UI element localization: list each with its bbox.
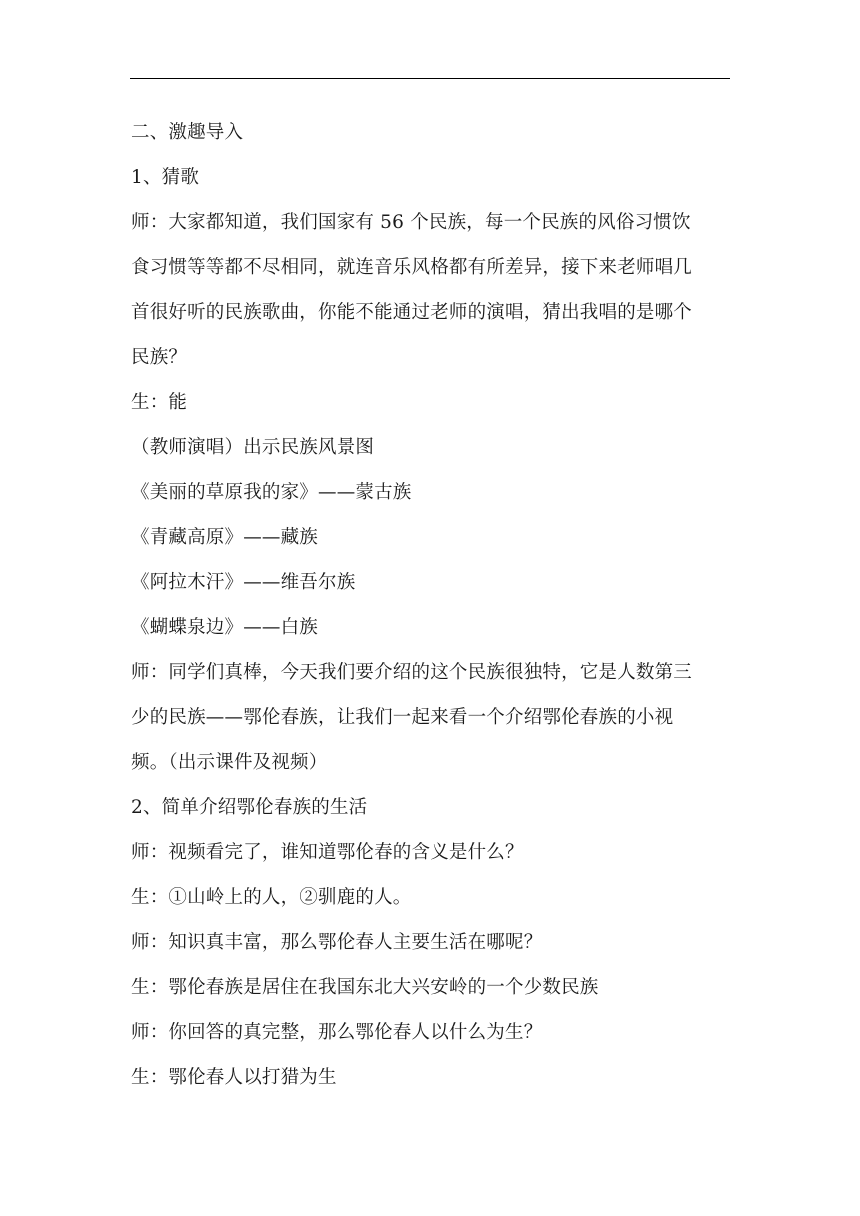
stage-direction: （教师演唱）出示民族风景图 [131,437,375,458]
text-line: 频。（出示课件及视频） [131,752,328,773]
document-body [131,110,731,1100]
teacher-question: 师：你回答的真完整，那么鄂伦春人以什么为生？ [131,1022,543,1043]
header-rule [130,78,730,79]
text-line: 师：大家都知道，我们国家有 56 个民族，每一个民族的风俗习惯饮 [131,212,691,233]
song-item: 《蝴蝶泉边》——白族 [131,617,319,638]
paragraph-teacher-praise [131,650,731,785]
paragraph-teacher-intro [131,200,731,380]
student-reply: 生：鄂伦春族是居住在我国东北大兴安岭的一个少数民族 [131,977,599,998]
student-reply: 生：①山岭上的人，②驯鹿的人。 [131,887,412,908]
text-line: 首很好听的民族歌曲，你能不能通过老师的演唱，猜出我唱的是哪个 [131,302,693,323]
subsection-heading: 1、猜歌 [131,167,200,188]
song-item: 《美丽的草原我的家》——蒙古族 [131,482,412,503]
text-line: 少的民族——鄂伦春族，让我们一起来看一个介绍鄂伦春族的小视 [131,707,674,728]
section-heading: 二、激趣导入 [131,122,244,143]
teacher-question: 师：知识真丰富，那么鄂伦春人主要生活在哪呢？ [131,932,543,953]
song-item: 《青藏高原》——藏族 [131,527,319,548]
text-line: 师：同学们真棒，今天我们要介绍的这个民族很独特，它是人数第三 [131,662,693,683]
subsection-heading: 2、简单介绍鄂伦春族的生活 [131,797,368,818]
student-reply: 生：鄂伦春人以打猎为生 [131,1067,337,1088]
text-line: 食习惯等等都不尽相同，就连音乐风格都有所差异，接下来老师唱几 [131,257,693,278]
student-reply: 生：能 [131,392,188,413]
song-item: 《阿拉木汗》——维吾尔族 [131,572,356,593]
text-line: 民族？ [131,347,188,368]
teacher-question: 师：视频看完了，谁知道鄂伦春的含义是什么？ [131,842,524,863]
